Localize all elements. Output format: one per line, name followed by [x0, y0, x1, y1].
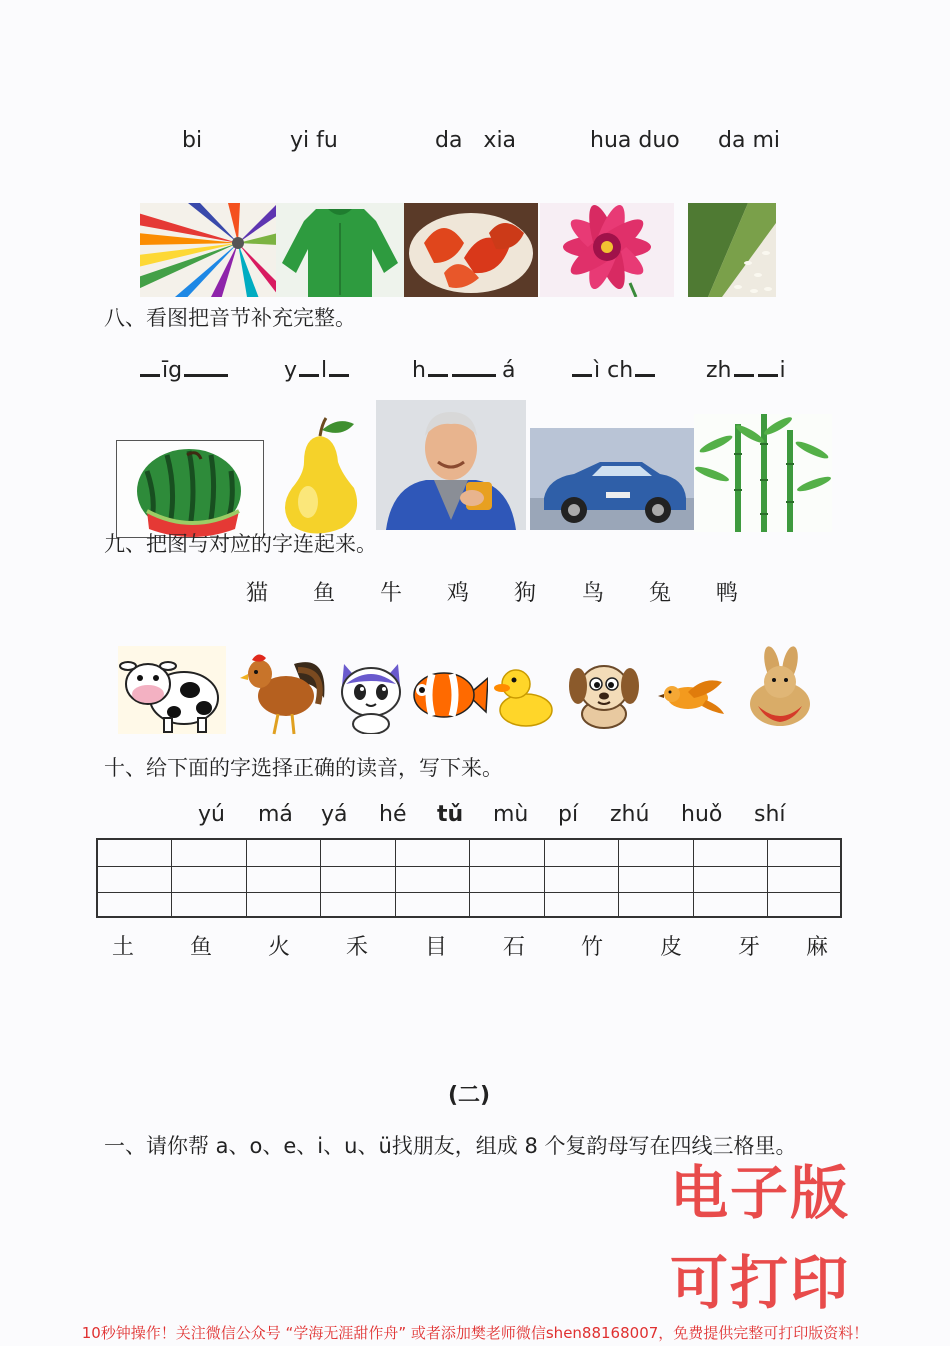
pinyin-ma: má: [258, 802, 293, 827]
pinyin-pi: pí: [558, 802, 579, 827]
section10-heading: 十、给下面的字选择正确的读音，写下来。: [104, 756, 503, 780]
char-duck: 鸭: [716, 581, 739, 606]
stamp-line1: 电子版: [670, 1159, 851, 1227]
grid-line: [544, 840, 545, 916]
fill-item-qiche: [570, 352, 657, 383]
blank[interactable]: [452, 352, 496, 377]
pinyin-huo: huǒ: [681, 802, 723, 827]
part2-question1: 一、请你帮 a、o、e、i、u、ü找朋友，组成 8 个复韵母写在四线三格里。: [104, 1134, 797, 1158]
blank[interactable]: [428, 352, 448, 377]
pinyin-huaduo: hua duo: [590, 128, 680, 153]
fill-item-zhuzi: [706, 352, 786, 383]
blank[interactable]: [572, 352, 592, 377]
char-he: 禾: [346, 935, 369, 960]
fill-post: l: [321, 358, 328, 383]
grid-line: [395, 840, 396, 916]
char-yu: 鱼: [190, 935, 213, 960]
char-bird: 鸟: [582, 581, 605, 606]
watermelon-picture: [116, 440, 264, 538]
writing-grid[interactable]: [96, 838, 842, 918]
cat-picture: [338, 654, 404, 734]
grid-line: [693, 840, 694, 916]
grid-line: [618, 840, 619, 916]
shrimp-picture: [404, 203, 538, 297]
grid-line: [171, 840, 172, 916]
blank[interactable]: [140, 352, 160, 377]
char-pi: 皮: [660, 935, 683, 960]
car-picture: [530, 428, 694, 530]
char-tu: 土: [112, 935, 135, 960]
rabbit-picture: [744, 646, 816, 728]
section9-heading: 九、把图与对应的字连起来。: [104, 532, 377, 556]
fill-mid: īg: [162, 358, 183, 383]
pinyin-yifu: yi fu: [290, 128, 338, 153]
char-dog: 狗: [514, 581, 537, 606]
flower-picture: [540, 203, 674, 297]
footer-notice: 10秒钟操作！关注微信公众号 “学海无涯甜作舟” 或者添加樊老师微信shen88168007，免费提供完整可打印版资料！: [81, 1324, 869, 1342]
blank[interactable]: [635, 352, 655, 377]
fill-mid: ì ch: [594, 358, 634, 383]
char-cow: 牛: [380, 581, 403, 606]
pinyin-dami: da mi: [718, 128, 780, 153]
fill-post: i: [779, 358, 786, 383]
grid-line: [246, 840, 247, 916]
blank[interactable]: [758, 352, 778, 377]
bird-picture: [658, 676, 724, 716]
blank[interactable]: [184, 352, 228, 377]
grid-line: [320, 840, 321, 916]
char-ma: 麻: [806, 935, 829, 960]
fill-post: á: [501, 358, 516, 383]
fill-pre: h: [412, 358, 426, 383]
pinyin-bi: bi: [182, 128, 203, 153]
grandpa-picture: [376, 400, 526, 530]
fill-item-yali: [284, 352, 351, 383]
pencils-picture: [140, 203, 276, 297]
fill-pre: zh: [706, 358, 732, 383]
cow-picture: [118, 646, 226, 734]
char-fish: 鱼: [313, 581, 336, 606]
dog-picture: [566, 658, 642, 730]
part2-title: (二): [448, 1083, 491, 1108]
fill-pre: y: [284, 358, 298, 383]
pinyin-yu: yú: [198, 802, 225, 827]
pear-picture: [264, 416, 376, 538]
grid-line: [767, 840, 768, 916]
fill-item-huaren: [412, 352, 515, 383]
char-cat: 猫: [246, 581, 269, 606]
sweater-picture: [276, 203, 404, 297]
pinyin-shi: shí: [754, 802, 786, 827]
char-shi: 石: [503, 935, 526, 960]
section8-heading: 八、看图把音节补充完整。: [104, 306, 356, 330]
pinyin-mu: mù: [493, 802, 529, 827]
clownfish-picture: [408, 664, 488, 726]
bamboo-picture: [694, 414, 832, 532]
pinyin-tu: tǔ: [437, 802, 464, 827]
char-mu: 目: [425, 935, 448, 960]
pinyin-he: hé: [379, 802, 407, 827]
blank[interactable]: [299, 352, 319, 377]
blank[interactable]: [734, 352, 754, 377]
rooster-picture: [238, 644, 332, 736]
stamp-line2: 可打印: [670, 1249, 851, 1317]
char-zhu: 竹: [581, 935, 604, 960]
char-rabbit: 兔: [649, 581, 672, 606]
char-huo: 火: [268, 935, 291, 960]
char-chicken: 鸡: [447, 581, 470, 606]
char-ya: 牙: [738, 935, 761, 960]
pinyin-ya: yá: [321, 802, 348, 827]
fill-item-xigua: [138, 352, 230, 383]
grid-line: [469, 840, 470, 916]
rice-picture: [688, 203, 776, 297]
pinyin-zhu: zhú: [610, 802, 650, 827]
blank[interactable]: [329, 352, 349, 377]
pinyin-daxia: da xia: [435, 128, 517, 153]
duck-picture: [494, 664, 554, 728]
